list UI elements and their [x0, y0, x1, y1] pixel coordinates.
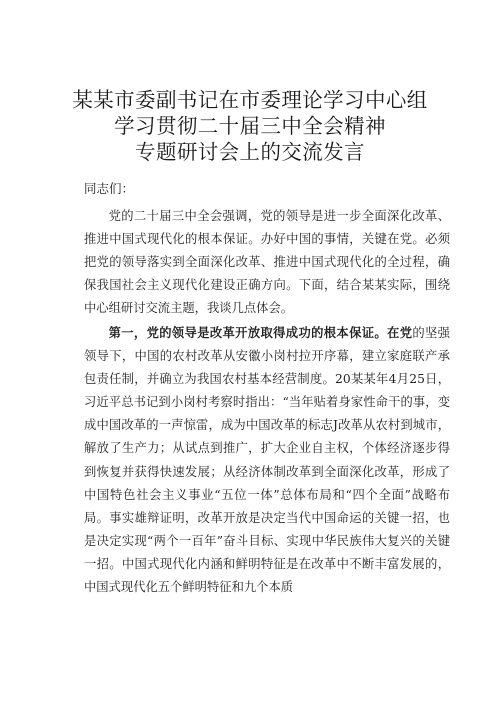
paragraph-intro: 党的二十届三中全会强调，党的领导是进一步全面深化改革、推进中国式现代化的根本保证。办好中国的事情，关键在党。必须把党的领导落实到全面深化改革、推进中国式现代化的全过程，确保我国社会主义现代化建设正确方向。下面，结合某某实际，围绕中心组研讨交流主题，我谈几点体会。 — [84, 209, 450, 316]
document-title-line-3: 专题研讨会上的交流发言 — [135, 140, 365, 164]
paragraph-heading-bold: 第一，党的领导是改革开放取得成功的根本保证。在党 — [108, 325, 413, 340]
salutation: 同志们： — [84, 181, 135, 196]
paragraph-body: 的坚强领导下，中国的农村改革从安徽小岗村拉开序幕，建立家庭联产承包责任制，并确立为我国农村基本经营制度。20某某年4月25日，习近平总书记到小岗村考察时指出：“当年贴着身家性命干的事，变成中国改革的一声惊雷，成为中国改革的标志J改革从农村到城市，解放了生产力；从试点到推广，扩大企业自主权，个体经济逐步得到恢复并获得快速发展；从经济体制改革到全面深化改革，形成了中国特色社会主义事业“五位一体”总体布局和“四个全面”战略布局。事实雄辩证明，改革开放是决定当代中国命运的关键一招，也是决定实现“两个一百年”奋斗目标、实现中华民族伟大复兴的关键一招。中国式现代化内涵和鲜明特征是在改革中不断丰富发展的，中国式现代化五个鲜明特征和九个本质 — [84, 326, 450, 595]
paragraph-first-point — [84, 321, 450, 599]
document-title-line-2: 学习贯彻二十届三中全会精神 — [114, 114, 386, 138]
document-title-line-1: 某某市委副书记在市委理论学习中心组 — [72, 88, 428, 112]
